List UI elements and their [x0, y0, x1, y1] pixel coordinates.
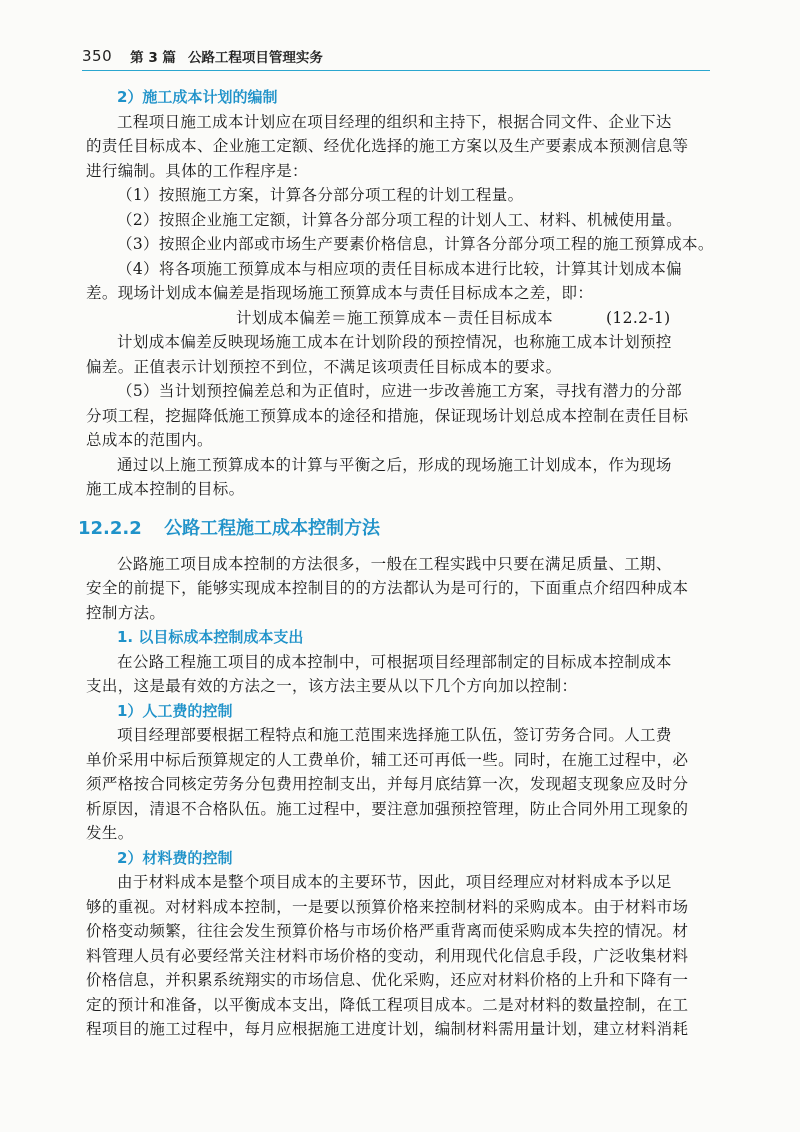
paragraph-line: 由于材料成本是整个项目成本的主要环节，因此，项目经理应对材料成本予以足: [117, 873, 672, 891]
paragraph-line: 工程项日施工成本计划应在项目经理的组织和主持下，根据合同文件、企业下达: [117, 112, 672, 131]
heading-cost-plan: 2）施工成本计划的编制: [117, 88, 278, 106]
paragraph-line: 料管理人员有必要经常关注材料市场价格的变动，利用现代化信息手段，广泛收集材料: [86, 946, 689, 965]
formula-expression: 计划成本偏差＝施工预算成本－责任目标成本: [236, 308, 554, 327]
paragraph-line: 偏差。正值表示计划预控不到位，不满足该项责任目标成本的要求。: [86, 357, 562, 376]
heading-method-1: 1. 以目标成本控制成本支出: [117, 628, 304, 646]
section-title: 公路工程施工成本控制方法: [164, 517, 381, 539]
page-body: [78, 85, 714, 1042]
paragraph-line: 在公路工程施工项目的成本控制中，可根据项目经理部制定的目标成本控制成本: [117, 652, 672, 671]
part-label: 第 3 篇: [130, 50, 176, 66]
header-rule: [82, 70, 710, 71]
paragraph-line: 分项工程，挖掘降低施工预算成本的途径和措施，保证现场计划总成本控制在责任目标: [86, 406, 689, 425]
paragraph-line: 价格变动频繁，往往会发生预算价格与市场价格严重背离而使采购成本失控的情况。材: [86, 922, 689, 940]
step-4: （4）将各项施工预算成本与相应项的责任目标成本进行比较，计算其计划成本偏: [117, 259, 682, 278]
section-number: 12.2.2: [78, 517, 142, 539]
paragraph-line: 够的重视。对材料成本控制，一是要以预算价格来控制材料的采购成本。由于材料市场: [86, 897, 689, 916]
section-heading-12-2-2: [78, 514, 708, 544]
heading-material-cost: 2）材料费的控制: [117, 848, 233, 867]
step-1: （1）按照施工方案，计算各分部分项工程的计划工程量。: [117, 186, 524, 204]
page-number: 350: [82, 47, 113, 65]
paragraph-line: 的责任目标成本、企业施工定额、经优化选择的施工方案以及生产要素成本预测信息等: [86, 137, 689, 155]
paragraph-line: 控制方法。: [86, 603, 166, 622]
paragraph-line: 进行编制。具体的工作程序是：: [86, 161, 308, 180]
paragraph-line: 须严格按合同核定劳务分包费用控制支出，并每月底结算一次，发现超支现象应及时分: [86, 775, 689, 793]
step-2: （2）按照企业施工定额，计算各分部分项工程的计划人工、材料、机械使用量。: [117, 210, 682, 229]
heading-labor-cost: 1）人工费的控制: [117, 701, 233, 720]
step-5: （5）当计划预控偏差总和为正值时，应进一步改善施工方案，寻找有潜力的分部: [117, 382, 682, 400]
paragraph-line: 定的预计和准备，以平衡成本支出，降低工程项目成本。二是对材料的数量控制，在工: [86, 995, 689, 1014]
running-header: [82, 44, 710, 68]
paragraph-line: 单价采用中标后预算规定的人工费单价，辅工还可再低一些。同时，在施工过程中，必: [86, 750, 689, 769]
paragraph-line: 总成本的范围内。: [86, 431, 213, 449]
paragraph-line: 发生。: [86, 824, 134, 842]
paragraph-line: 安全的前提下，能够实现成本控制目的的方法都认为是可行的，下面重点介绍四种成本: [86, 579, 689, 597]
paragraph-line: 析原因，清退不合格队伍。施工过程中，要注意加强预控管理，防止合同外用工现象的: [86, 799, 689, 818]
paragraph-line: 差。现场计划成本偏差是指现场施工预算成本与责任目标成本之差，即：: [86, 284, 594, 302]
paragraph-line: 价格信息，并积累系统翔实的市场信息、优化采购，还应对材料价格的上升和下降有一: [86, 971, 689, 989]
paragraph-line: 公路施工项目成本控制的方法很多，一般在工程实践中只要在满足质量、工期、: [117, 554, 672, 573]
paragraph-line: 项目经理部要根据工程特点和施工范围来选择施工队伍，签订劳务合同。人工费: [117, 726, 672, 744]
paragraph-line: 施工成本控制的目标。: [86, 480, 245, 498]
book-part-title: 公路工程项目管理实务: [187, 50, 323, 66]
formula-12-2-1: [86, 306, 708, 331]
paragraph-line: 支出，这是最有效的方法之一，该方法主要从以下几个方向加以控制：: [86, 677, 578, 695]
paragraph-line: 通过以上施工预算成本的计算与平衡之后，形成的现场施工计划成本，作为现场: [117, 455, 672, 474]
paragraph-line: 程项目的施工过程中，每月应根据施工进度计划，编制材料需用量计划，建立材料消耗: [86, 1020, 689, 1038]
formula-number: (12.2-1): [606, 308, 671, 327]
paragraph-line: 计划成本偏差反映现场施工成本在计划阶段的预控情况，也称施工成本计划预控: [117, 333, 672, 351]
step-3: （3）按照企业内部或市场生产要素价格信息，计算各分部分项工程的施工预算成本。: [117, 235, 714, 253]
